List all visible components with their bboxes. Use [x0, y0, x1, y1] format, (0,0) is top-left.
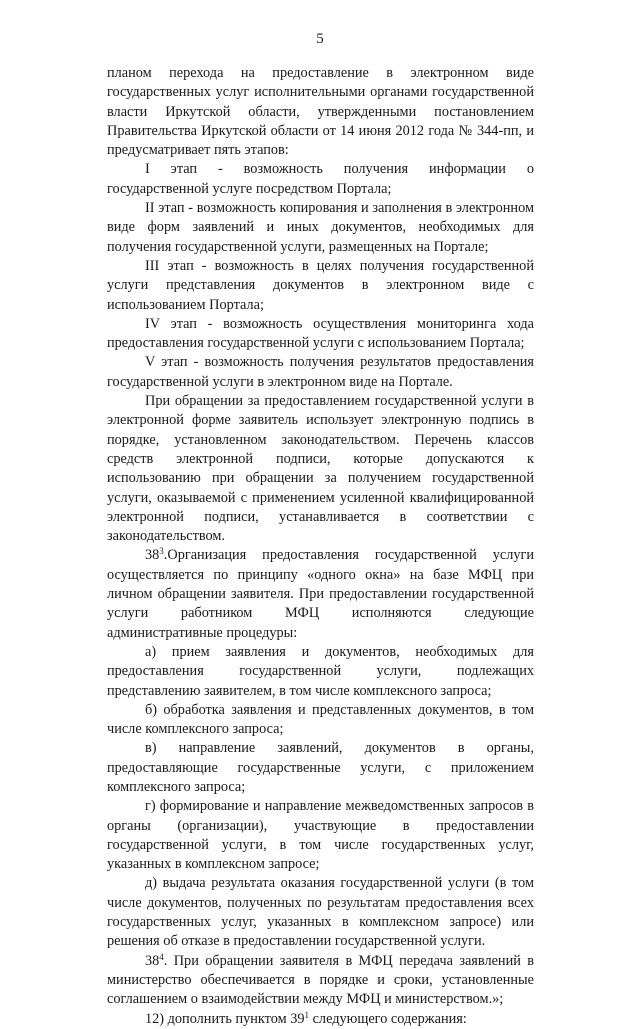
list-item-b: б) обработка заявления и представленных документов, в том числе комплексного запроса; [107, 701, 534, 738]
paragraph-clause-38-4 [107, 952, 534, 1010]
clause-number: 38 [145, 952, 160, 969]
clause-text: .Организация предоставления государственной услуги осуществляется по принципу «одного окна» на базе МФЦ при личном обращении заявителя. При предоставлении государственной услуги работником МФЦ исполняются следующие административные процедуры: [107, 547, 534, 641]
paragraph-plan-continuation: планом перехода на предоставление в электронном виде государственных услуг исполнительными органами государственной власти Иркутской области, утвержденными постановлением Правительства Иркутской области от 14 июня 2012 года № 344-пп, и предусматривает пять этапов: [107, 65, 534, 159]
paragraph-electronic-signature: При обращении за предоставлением государственной услуги в электронной форме заявитель использует электронную подпись в порядке, установленном законодательством. Перечень классов средств электронной подписи, которые допускаются к использованию при обращении за получением государственной услуги, оказываемой с применением усиленной квалифицированной электронной подписи, устанавливается в соответствии с законодательством. [107, 393, 534, 545]
list-item-d: д) выдача результата оказания государственной услуги (в том числе документов, полученных по результатам предоставления всех государственных услуг, указанных в комплексном запросе) или решения об отказе в предоставлении государственной услуги. [107, 875, 534, 950]
page-number: 5 [316, 31, 324, 47]
paragraph-amendment-12 [107, 1010, 534, 1029]
amendment-superscript: 1 [304, 1009, 310, 1020]
list-item-v: в) направление заявлений, документов в органы, предоставляющие государственные услуги, с приложением комплексного запроса; [107, 740, 534, 795]
list-item-g: г) формирование и направление межведомственных запросов в органы (организации), участвующие в предоставлении государственной услуги, в том числе государственных услуг, указанных в комплексном запросе; [107, 798, 534, 873]
amendment-prefix: 12) дополнить пунктом 39 [145, 1010, 305, 1027]
amendment-suffix: следующего содержания: [309, 1010, 467, 1027]
paragraph-stage-1: I этап - возможность получения информации о государственной услуге посредством Портала; [107, 161, 534, 197]
paragraph-stage-2: II этап - возможность копирования и заполнения в электронном виде форм заявлений и иных документов, необходимых для получения государственной услуги, размещенных на Портале; [107, 200, 534, 255]
clause-superscript: 4 [159, 951, 164, 962]
document-body [107, 64, 534, 1029]
paragraph-clause-38-3 [107, 546, 534, 642]
clause-number: 38 [145, 547, 160, 564]
paragraph-stage-3: III этап - возможность в целях получения государственной услуги представления документов в электронном виде с использованием Портала; [107, 257, 534, 313]
clause-text: . При обращении заявителя в МФЦ передача заявлений в министерство обеспечивается в порядке и сроки, установленные соглашением о взаимодействии между МФЦ и министерством.»; [107, 952, 534, 1008]
paragraph-stage-4: IV этап - возможность осуществления мониторинга хода предоставления государственной услуги с использованием Портала; [107, 315, 534, 352]
list-item-a: а) прием заявления и документов, необходимых для предоставления государственной услуги, подлежащих представлению заявителем, в том числе комплексного запроса; [107, 643, 534, 699]
paragraph-stage-5: V этап - возможность получения результатов предоставления государственной услуги в электронном виде на Портале. [107, 354, 534, 390]
clause-superscript: 3 [159, 546, 164, 557]
